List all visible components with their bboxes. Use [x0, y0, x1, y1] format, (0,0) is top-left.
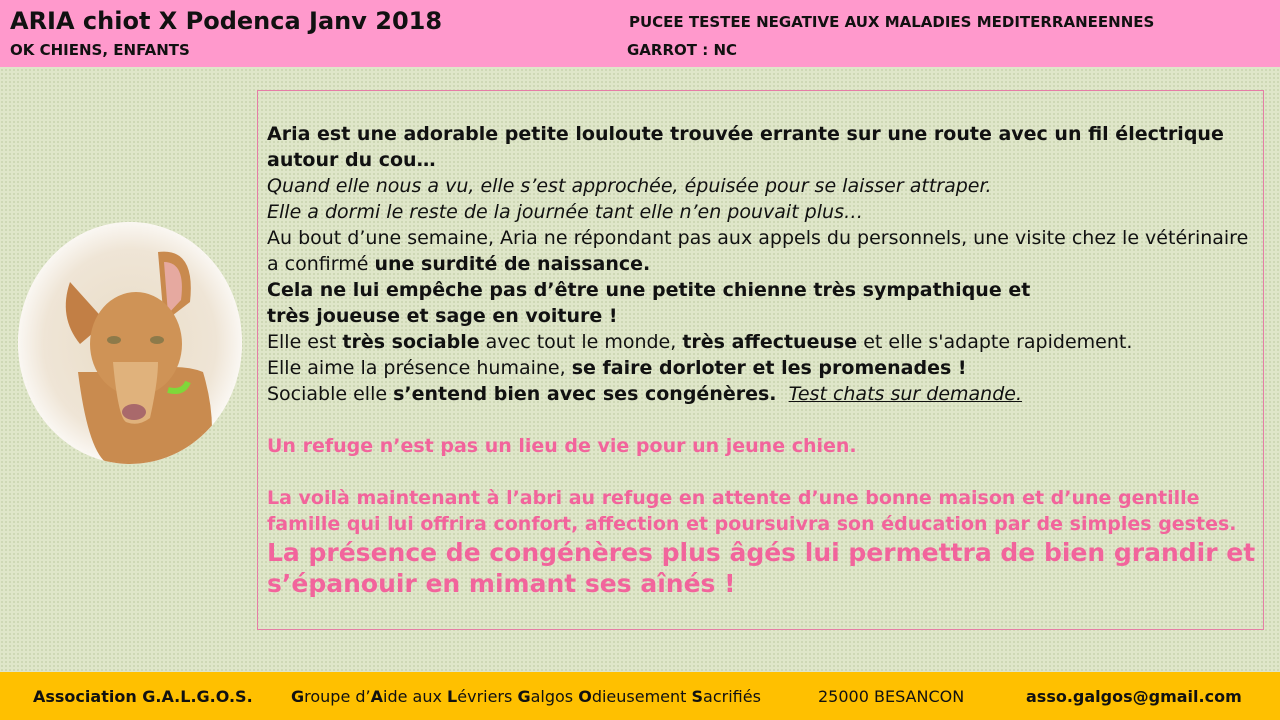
deafness-diagnosis: une surdité de naissance.	[374, 253, 651, 275]
association-city: 25000 BESANCON	[818, 687, 965, 706]
likes-line	[267, 355, 1257, 381]
adoption-appeal: La voilà maintenant à l’abri au refuge en attente d’une bonne maison et d’une gentille famille qui lui offrira confort, affection et poursuivra son éducation par de simples gestes.	[267, 487, 1237, 535]
temperament-line-1: Cela ne lui empêche pas d’être une petite chienne très sympathique et	[267, 279, 1031, 301]
header-banner	[0, 0, 1280, 67]
sociable-text-b: avec tout le monde,	[479, 331, 683, 353]
sociable-bold: très sociable	[342, 331, 480, 353]
congeners-bold: s’entend bien avec ses congénères.	[393, 383, 777, 405]
description-text	[267, 121, 1257, 599]
association-name: Association G.A.L.G.O.S.	[33, 687, 253, 706]
dog-illustration	[18, 222, 242, 464]
health-info: PUCEE TESTEE NEGATIVE AUX MALADIES MEDITERRANEENNES	[629, 13, 1155, 31]
garrot-info: GARROT : NC	[627, 41, 738, 59]
deafness-text: Au bout d’une semaine, Aria ne répondant pas aux appels du personnels, une visite chez le vétérinaire a confirmé	[267, 227, 1249, 275]
temperament-line-2: très joueuse et sage en voiture !	[267, 305, 618, 327]
affectionate-bold: très affectueuse	[682, 331, 858, 353]
association-fullname: Groupe d’Aide aux Lévriers Galgos Odieusement Sacrifiés	[291, 687, 761, 706]
deafness-paragraph	[267, 225, 1257, 277]
dog-photo	[18, 222, 242, 464]
contact-email[interactable]: asso.galgos@gmail.com	[1026, 687, 1242, 706]
congeners-line	[267, 381, 1257, 407]
footer-bar	[0, 672, 1280, 720]
cat-test-note: Test chats sur demande.	[788, 383, 1022, 405]
closing-statement: La présence de congénères plus âgés lui permettra de bien grandir et s’épanouir en mimant ses aînés !	[267, 538, 1256, 598]
approach-line: Quand elle nous a vu, elle s’est approchée, épuisée pour se laisser attraper.	[267, 175, 992, 197]
refuge-statement: Un refuge n’est pas un lieu de vie pour un jeune chien.	[267, 435, 857, 457]
sleep-line: Elle a dormi le reste de la journée tant elle n’en pouvait plus…	[267, 201, 863, 223]
likes-bold: se faire dorloter et les promenades !	[571, 357, 967, 379]
compatibility-info: OK CHIENS, ENFANTS	[10, 41, 190, 59]
intro-paragraph: Aria est une adorable petite louloute trouvée errante sur une route avec un fil électrique autour du cou…	[267, 123, 1224, 171]
sociable-line	[267, 329, 1257, 355]
sociable-text-a: Elle est	[267, 331, 343, 353]
likes-text: Elle aime la présence humaine,	[267, 357, 572, 379]
congeners-text: Sociable elle	[267, 383, 394, 405]
sociable-text-c: et elle s'adapte rapidement.	[857, 331, 1133, 353]
page-title: ARIA chiot X Podenca Janv 2018	[10, 7, 443, 35]
